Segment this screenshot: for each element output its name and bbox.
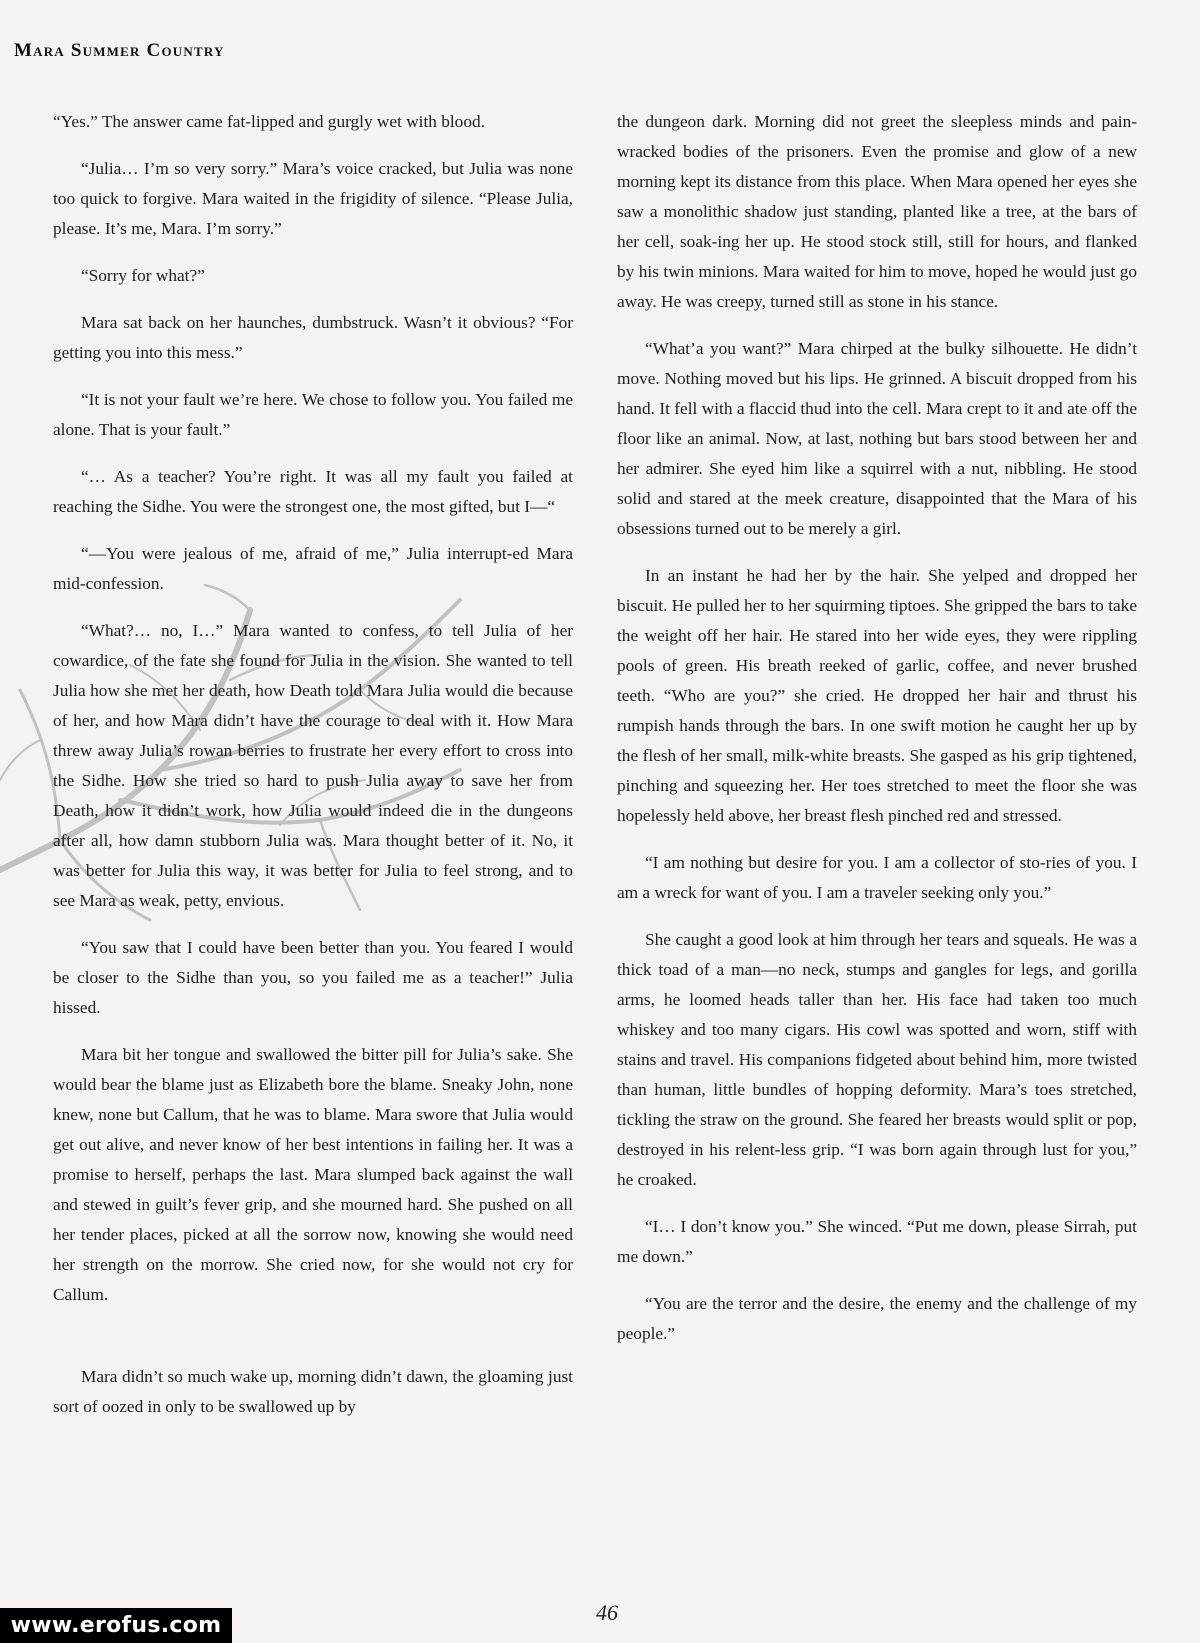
right-text-column (617, 107, 1137, 1366)
left-text-column (53, 107, 573, 1439)
paragraph: “I am nothing but desire for you. I am a collector of sto-ries of you. I am a wreck for want of you. I am a traveler seeking only you.” (617, 853, 1137, 902)
paragraph: “You saw that I could have been better than you. You feared I would be closer to the Sidhe than you, so you failed me as a teacher!” Julia hissed. (53, 938, 573, 1017)
paragraph: the dungeon dark. Morning did not greet the sleepless minds and pain-wracked bodies of the prisoners. Even the promise and glow of a new morning kept its distance from this place. When Mara opened her eyes she saw a monolithic shadow just standing, planted like a tree, at the bars of her cell, soak-ing her up. He stood stock still, still for hours, and flanked by his twin minions. Mara waited for him to move, hoped he would just go away. He was creepy, turned still as stone in his stance. (617, 112, 1137, 311)
paragraph: She caught a good look at him through her tears and squeals. He was a thick toad of a man—no neck, stumps and gangles for legs, and gorilla arms, he loomed heads taller than her. His face had taken too much whiskey and too many cigars. His cowl was spotted and worn, stiff with stains and travel. His companions fidgeted about behind him, more twisted than human, little bundles of hopping deformity. Mara’s toes stretched, tickling the straw on the ground. She feared her breasts would split or pop, destroyed in his relent-less grip. “I was born again through lust for you,” he croaked. (617, 930, 1137, 1189)
paragraph: “… As a teacher? You’re right. It was all my fault you failed at reaching the Sidhe. You were the strongest one, the most gifted, but I—“ (53, 467, 573, 516)
paragraph: “Yes.” The answer came fat-lipped and gurgly wet with blood. (53, 112, 485, 131)
paragraph: “What’a you want?” Mara chirped at the bulky silhouette. He didn’t move. Nothing moved but his lips. He grinned. A biscuit dropped from his hand. It fell with a flaccid thud into the cell. Mara crept to it and ate off the floor like an animal. Now, at last, nothing but bars stood between her and her admirer. She eyed him like a squirrel with a nut, nibbling. He stood solid and stared at the meek creature, disappointed that the Mara of his obsessions turned out to be merely a girl. (617, 339, 1137, 538)
paragraph: “Julia… I’m so very sorry.” Mara’s voice cracked, but Julia was none too quick to forgive. Mara waited in the frigidity of silence. “Please Julia, please. It’s me, Mara. I’m sorry.” (53, 159, 573, 238)
paragraph: “It is not your fault we’re here. We chose to follow you. You failed me alone. That is your fault.” (53, 390, 573, 439)
paragraph: “You are the terror and the desire, the enemy and the challenge of my people.” (617, 1294, 1137, 1343)
paragraph: Mara sat back on her haunches, dumbstruck. Wasn’t it obvious? “For getting you into this mess.” (53, 313, 573, 362)
paragraph: Mara bit her tongue and swallowed the bitter pill for Julia’s sake. She would bear the blame just as Elizabeth bore the blame. Sneaky John, none knew, none but Callum, that he was to blame. Mara swore that Julia would get out alive, and never know of her best intentions in failing her. It was a promise to herself, perhaps the last. Mara slumped back against the wall and stewed in guilt’s fever grip, and she mourned hard. She pushed on all her tender places, picked at all the sorrow now, knowing she would need her strength on the morrow. She cried now, for she would not cry for Callum. (53, 1045, 573, 1304)
paragraph: “I… I don’t know you.” She winced. “Put me down, please Sirrah, put me down.” (617, 1217, 1137, 1266)
watermark-link[interactable]: www.erofus.com (0, 1608, 232, 1643)
paragraph: In an instant he had her by the hair. She yelped and dropped her biscuit. He pulled her to her squirming tiptoes. She gripped the bars to take the weight off her hair. He stared into her wide eyes, they were rippling pools of green. His breath reeked of garlic, coffee, and never brushed teeth. “Who are you?” she cried. He dropped her hair and thrust his rumpish hands through the bars. In one swift motion he caught her up by the flesh of her small, milk-white breasts. She gasped as his grip tightened, pinching and squeezing her. Her toes stretched to meet the floor she was hopelessly held above, her breast flesh pinched red and stressed. (617, 566, 1137, 825)
paragraph: Mara didn’t so much wake up, morning didn’t dawn, the gloaming just sort of oozed in only to be swallowed up by (53, 1367, 573, 1416)
running-header: Mara Summer Country (14, 40, 225, 61)
paragraph: “—You were jealous of me, afraid of me,” Julia interrupt-ed Mara mid-confession. (53, 544, 573, 593)
paragraph: “What?… no, I…” Mara wanted to confess, to tell Julia of her cowardice, of the fate she found for Julia in the vision. She wanted to tell Julia how she met her death, how Death told Mara Julia would die because of her, and how Mara didn’t have the courage to deal with it. How Mara threw away Julia’s rowan berries to frustrate her every effort to cross into the Sidhe. How she tried so hard to push Julia away to save her from Death, how it didn’t work, how Julia would indeed die in the dungeons after all, how damn stubborn Julia was. Mara thought better of it. No, it was better for Julia this way, it was better for Julia to feel strong, and to see Mara as weak, petty, envious. (53, 621, 573, 910)
paragraph: “Sorry for what?” (81, 266, 205, 285)
page-number: 46 (596, 1600, 618, 1625)
